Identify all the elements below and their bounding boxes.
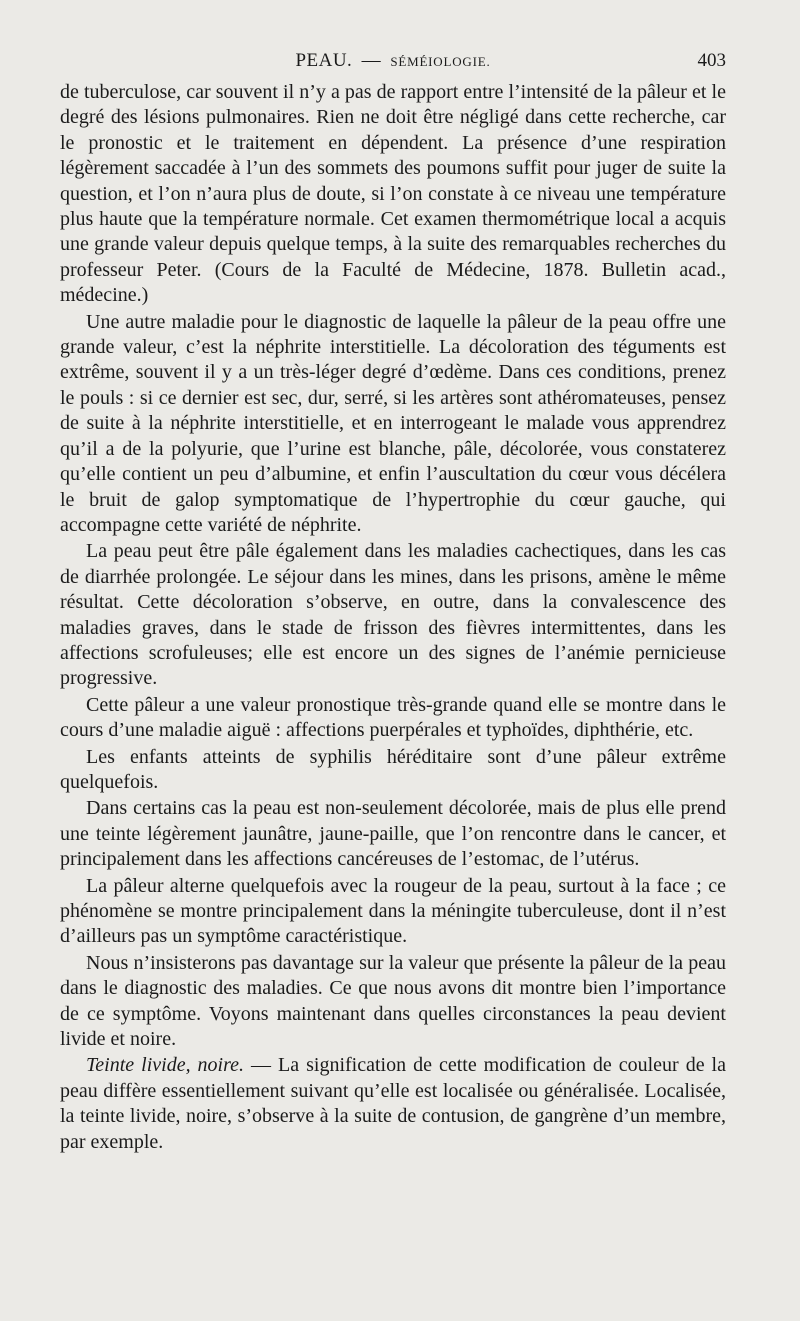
running-head — [60, 50, 726, 72]
running-head-main: PEAU. — [295, 50, 353, 71]
paragraph — [60, 745, 726, 796]
paragraph — [60, 796, 726, 872]
running-header — [60, 44, 726, 74]
paragraph-text: Les enfants atteints de syphilis héréditaire sont d’une pâleur extrême quelquefois. — [60, 745, 726, 793]
page-number: 403 — [697, 50, 726, 71]
running-head-separator: — — [361, 50, 382, 71]
paragraph — [60, 310, 726, 539]
body-text — [60, 80, 726, 1155]
section-lead-italic: Teinte livide, noire. — [86, 1054, 245, 1077]
paragraph-text: de tuberculose, car souvent il n’y a pas de rapport entre l’intensité de la pâleur et le degré des lésions pulmonaires. Rien ne doit être négligé dans cette recherche, car le pronostic et le traitement en dépendent. La présence d’une respiration légèrement saccadée à l’un des sommets des poumons suffit pour juger de suite la question, et l’on n’aura plus de doute, si l’on constate à ce niveau une température plus haute que la température normale. Cet examen thermométrique local a acquis une grande valeur depuis quelque temps, à la suite des remarquables recherches du professeur Peter. (Cours de la Faculté de Médecine, 1878. Bulletin acad., médecine.) — [60, 81, 726, 307]
paragraph-text: La peau peut être pâle également dans les maladies cachectiques, dans les cas de diarrhée prolongée. Le séjour dans les mines, dans les prisons, amène le même résultat. Cette décoloration s’observe, en outre, dans la convalescence des maladies graves, dans le stade de frisson des fièvres intermittentes, dans les affections scrofuleuses; elle est encore un des signes de l’anémie pernicieuse progressive. — [60, 540, 726, 690]
paragraph-text: Cette pâleur a une valeur pronostique très-grande quand elle se montre dans le cours d’une maladie aiguë : affections puerpérales et typhoïdes, diphthérie, etc. — [60, 693, 726, 742]
paragraph-text: Une autre maladie pour le diagnostic de laquelle la pâleur de la peau offre une grande valeur, c’est la néphrite interstitielle. La décoloration des téguments est extrême, souvent il y a un très-léger degré d’œdème. Dans ces conditions, prenez le pouls : si ce dernier est sec, dur, serré, si les artères sont athéromateuses, pensez de suite à la néphrite interstitielle, et en interrogeant le malade vous apprendrez qu’il a de la polyurie, que l’urine est blanche, pâle, décolorée, vous constaterez qu’elle contient un peu d’albumine, et enfin l’auscultation du cœur vous décélera le bruit de galop symptomatique de l’hypertrophie du cœur gauche, qui accompagne cette variété de néphrite. — [60, 310, 726, 536]
paragraph — [60, 951, 726, 1053]
paragraph-text: La pâleur alterne quelquefois avec la rougeur de la peau, surtout à la face ; ce phénomène se montre principalement dans la méningite tuberculeuse, dont il n’est d’ailleurs pas un symptôme caractéristique. — [60, 874, 726, 948]
paragraph-text: Dans certains cas la peau est non-seulement décolorée, mais de plus elle prend une teinte légèrement jaunâtre, jaune-paille, que l’on rencontre dans le cancer, et principalement dans les affections cancéreuses de l’estomac, de l’utérus. — [60, 797, 726, 871]
running-head-subtitle: SÉMÉIOLOGIE. — [390, 54, 491, 69]
paragraph — [60, 539, 726, 691]
paragraph-text: Nous n’insisterons pas davantage sur la valeur que présente la pâleur de la peau dans le diagnostic des maladies. Ce que nous avons dit montre bien l’importance de ce symptôme. Voyons maintenant dans quelles circonstances la peau devient livide et noire. — [60, 951, 726, 1051]
paragraph — [60, 1053, 726, 1155]
paragraph — [60, 693, 726, 744]
paragraph — [60, 80, 726, 309]
paragraph-text: — La signification de cette modification de couleur de la peau diffère essentiellement suivant qu’elle est localisée ou généralisée. Localisée, la teinte livide, noire, s’observe à la suite de contusion, de gangrène d’un membre, par exemple. — [60, 1054, 726, 1153]
paragraph — [60, 874, 726, 950]
